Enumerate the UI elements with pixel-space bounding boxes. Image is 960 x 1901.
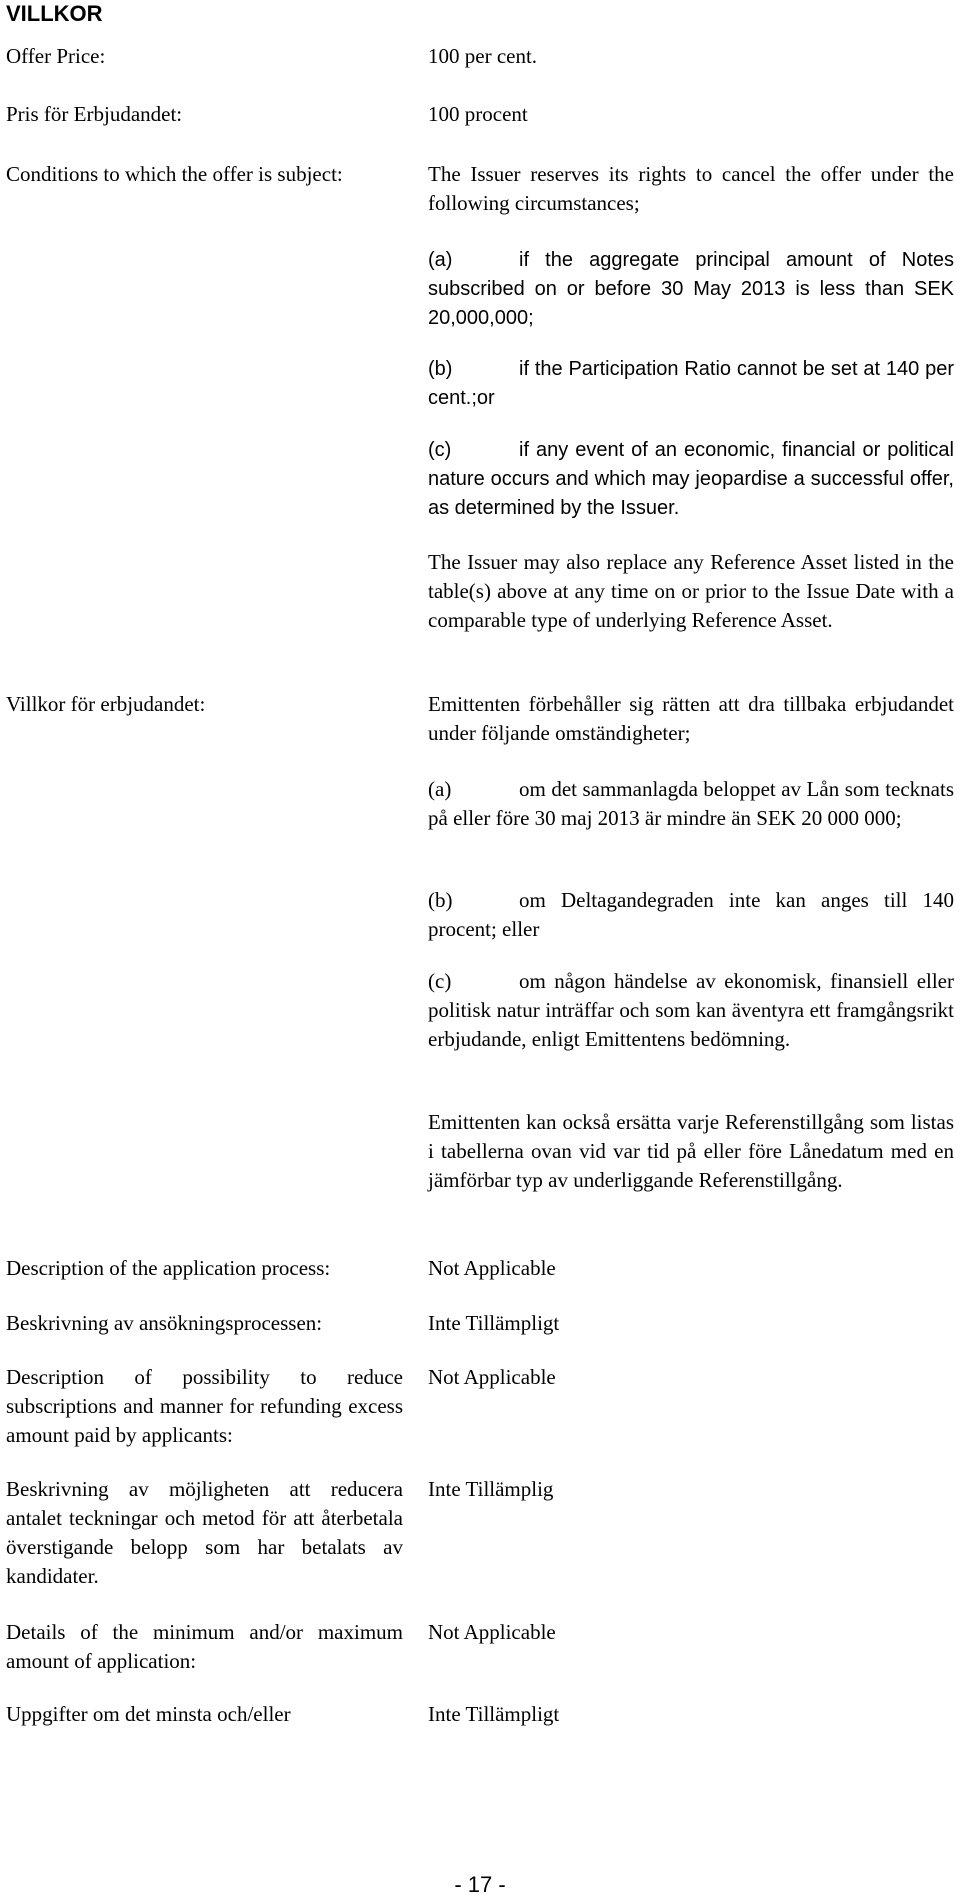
conditions-label: Conditions to which the offer is subject: bbox=[6, 162, 343, 186]
ansokningsprocessen-label: Beskrivning av ansökningsprocessen: bbox=[6, 1311, 323, 1335]
pris-value: 100 procent bbox=[428, 102, 528, 126]
reduce-subscriptions-value: Not Applicable bbox=[428, 1365, 556, 1389]
min-max-value: Not Applicable bbox=[428, 1620, 556, 1644]
item-text: if the aggregate principal amount of Notes subscribed on or before 30 May 2013 is less than SEK 20,000,000; bbox=[428, 249, 954, 329]
reduce-subscriptions-label: Description of possibility to reduce subscriptions and manner for refunding excess amount paid by applicants: bbox=[6, 1365, 403, 1447]
item-text: if the Participation Ratio cannot be set at 140 per cent.;or bbox=[428, 358, 954, 409]
item-marker: (b) bbox=[428, 888, 453, 912]
villkor-intro: Emittenten förbehåller sig rätten att dra tillbaka erbjudandet under följande omständigheter; bbox=[428, 692, 954, 745]
ansokningsprocessen-value: Inte Tillämpligt bbox=[428, 1311, 560, 1335]
conditions-intro: The Issuer reserves its rights to cancel the offer under the following circumstances; bbox=[428, 162, 954, 215]
item-text: om det sammanlagda beloppet av Lån som tecknats på eller före 30 maj 2013 är mindre än SEK 20 000 000; bbox=[428, 777, 954, 830]
item-text: om Deltagandegraden inte kan anges till 140 procent; eller bbox=[428, 888, 954, 941]
uppgifter-value: Inte Tillämpligt bbox=[428, 1702, 560, 1726]
conditions-item-b bbox=[428, 355, 954, 413]
application-process-label: Description of the application process: bbox=[6, 1256, 331, 1280]
villkor-item-a bbox=[428, 775, 954, 833]
villkor-closing: Emittenten kan också ersätta varje Referenstillgång som listas i tabellerna ovan vid var tid på eller före Lånedatum med en jämförbar typ av underliggande Referenstillgång. bbox=[428, 1110, 954, 1192]
reducera-label: Beskrivning av möjligheten att reducera antalet teckningar och metod för att återbetala överstigande belopp som har betalats av kandidater. bbox=[6, 1477, 403, 1588]
item-text: if any event of an economic, financial or political nature occurs and which may jeopardise a successful offer, as determined by the Issuer. bbox=[428, 439, 954, 519]
offer-price-value: 100 per cent. bbox=[428, 44, 538, 68]
item-marker: (a) bbox=[428, 777, 452, 801]
villkor-item-c bbox=[428, 967, 954, 1054]
item-marker: (a) bbox=[428, 249, 453, 271]
item-marker: (b) bbox=[428, 358, 453, 380]
conditions-closing: The Issuer may also replace any Reference Asset listed in the table(s) above at any time on or prior to the Issue Date with a comparable type of underlying Reference Asset. bbox=[428, 550, 954, 632]
item-marker: (c) bbox=[428, 439, 452, 461]
pris-label: Pris för Erbjudandet: bbox=[6, 102, 183, 126]
reducera-value: Inte Tillämplig bbox=[428, 1477, 554, 1501]
conditions-item-c bbox=[428, 436, 954, 523]
section-heading: VILLKOR bbox=[6, 1, 103, 26]
item-marker: (c) bbox=[428, 969, 452, 993]
item-text: om någon händelse av ekonomisk, finansiell eller politisk natur inträffar och som kan äventyra ett framgångsrikt erbjudande, enligt Emittentens bedömning. bbox=[428, 969, 954, 1051]
conditions-item-a bbox=[428, 246, 954, 333]
page-number: - 17 - bbox=[454, 1872, 506, 1897]
uppgifter-label: Uppgifter om det minsta och/eller bbox=[6, 1702, 291, 1726]
villkor-label: Villkor för erbjudandet: bbox=[6, 692, 206, 716]
application-process-value: Not Applicable bbox=[428, 1256, 556, 1280]
villkor-item-b bbox=[428, 886, 954, 944]
min-max-label: Details of the minimum and/or maximum amount of application: bbox=[6, 1620, 403, 1673]
offer-price-label: Offer Price: bbox=[6, 44, 106, 68]
